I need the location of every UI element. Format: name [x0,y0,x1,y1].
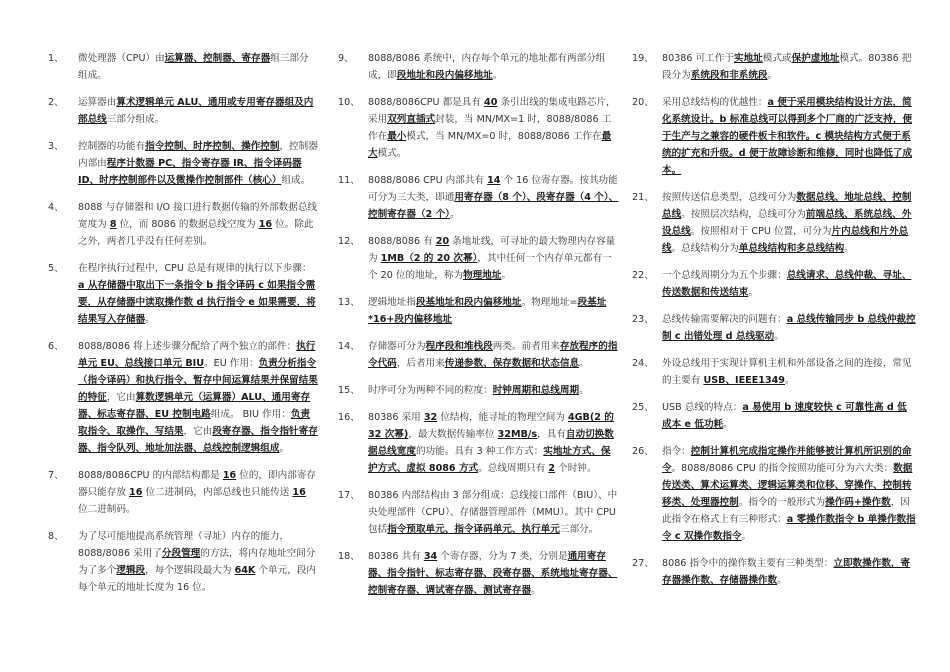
item-number: 2、 [48,97,64,108]
answer-text: 负责分析指令（指令译码）和执行指令、暂存中间运算结果并保留结果的特征 [78,358,318,403]
answer-text: 最大 [368,131,612,159]
answer-text: 物理地址 [463,270,502,281]
answer-text: 段寄存器、指令指针寄存器、指令队列、地址加法器、总线控制逻辑组成 [78,426,318,454]
list-item [338,94,620,162]
list-item [338,50,620,84]
list-item [338,409,620,477]
list-item [338,548,620,599]
answer-text: 前端总线、系统总线、外设总线 [662,209,912,237]
list-item [48,50,318,84]
item-number: 12、 [338,236,360,247]
list-item [338,338,620,372]
item-number: 10、 [338,97,360,108]
item-text: 。指令的一般形式为 [738,497,826,508]
answer-text: 段地址和段内偏移地址 [396,70,493,81]
item-text: 。 [767,70,778,81]
item-text: ，每个逻辑段最大为 [145,565,235,576]
list-item [632,50,916,84]
item-text: 模式，当 MN/MX=0 时，8088/8086 工作在 [406,131,602,142]
item-text: 外设总线用于实现计算机主机和外部设备之间的连接，常见的主要有 [662,358,912,386]
answer-text: 执行单元 EU、总线接口单元 BIU [78,341,316,369]
answer-text: 控制计算机完成指定操作并能够被计算机所识别的命令 [662,446,912,474]
item-number: 4、 [48,202,64,213]
item-number: 8、 [48,531,64,542]
list-item [48,199,318,250]
item-text: 位，而 8086 的数据总线空度为 [116,219,259,230]
item-number: 1、 [48,53,64,64]
answer-text: 片内总线和片外总线 [662,226,909,254]
item-text: 位的，即内部寄存器只能存放 [78,470,316,498]
item-text: 模式。 [377,148,407,159]
column-1 [48,50,318,606]
list-item [48,528,318,596]
list-item [632,399,916,433]
item-text: 。按照层次结构，总线可分为 [681,209,806,220]
item-text: 。 [748,287,758,298]
item-text: ，具有 [537,429,566,440]
item-text: 。 [501,270,512,281]
item-text: 。总线结构分为 [671,243,739,254]
answer-text: 32MB/s [497,429,538,440]
item-text: 位二进制码，内部总线也只能传送 [142,487,293,498]
item-number: 18、 [338,551,360,562]
item-number: 13、 [338,297,360,308]
answer-text: USB、IEEE1349 [703,375,785,386]
item-text: 。 [531,585,541,596]
answer-text: 16 [292,487,306,498]
list-item [48,467,318,518]
item-text: 三部分。 [559,524,599,535]
answer-text: a 易使用 b 速度较快 c 可靠性高 d 低成本 e 低功耗 [662,402,907,430]
item-text: 。 [449,209,460,220]
answer-text: 总线请求、总线仲裁、寻址、传送数据和传送结束 [662,270,912,298]
column-3 [632,50,916,599]
answer-text: 双列直插式 [387,114,436,125]
list-item [338,233,620,284]
item-text: 条引出线的集成电路芯片，采用 [368,97,616,125]
item-text: 80386 可工作于 [662,53,734,64]
answer-text: 分段管理 [161,548,201,559]
item-text: 。 [784,375,795,386]
answer-text: 指令预取单元、指令译码单元、执行单元 [387,524,560,535]
list-item [632,94,916,179]
item-text: 。 [774,331,784,342]
item-number: 22、 [632,270,654,281]
item-text: 两类。前者用来 [492,341,560,352]
item-text: 。 [723,419,733,430]
list-item [632,355,916,389]
item-text: 条地址线，可寻址的最大物理内存容量为 [368,236,616,264]
item-text: 一个总线周期分为五个步骤： [662,270,787,281]
item-text: 8088/8086 系统中，内存每个单元的地址都有两部分组成，即 [368,53,606,81]
item-text: 。 [145,314,155,325]
answer-text: a 总线传输同步 b 总线仲裁控制 c 出错处理 d 总线驱动 [662,314,916,342]
answer-text: 系统段和非系统段 [690,70,768,81]
answer-text: 用寄存器（8 个）、段寄存器（4 个）、控制寄存器（2 个） [368,192,619,220]
item-number: 14、 [338,341,360,352]
list-item [632,555,916,589]
answer-text: 通用寄存器、指令指针、标志寄存器、段寄存器、系统地址寄存器、控制寄存器、调试寄存器、测试寄存器 [368,551,618,596]
answer-text: 段基址*16+段内偏移地址 [368,297,607,325]
answer-text: 指令控制、时序控制、操作控制 [145,141,280,152]
item-text: 8088/8086 有 [368,236,436,247]
answer-text: 实地址方式、保护方式、虚拟 8086 方式 [368,446,611,474]
item-text: 时序可分为两种不同的粒度： [368,385,493,396]
item-text: 微处理器（CPU）由 [78,53,165,64]
item-number: 23、 [632,314,654,325]
item-text: 组三部分组成。 [78,53,309,81]
item-text: 控制器的功能有 [78,141,146,152]
answer-text: 2 [548,463,556,474]
answer-text: 32 [423,412,438,423]
answer-text: 时钟周期和总线周期 [492,385,580,396]
list-item [48,138,318,189]
item-text: 8088/8086CPU 的内部结构都是 [78,470,223,481]
list-item [48,338,318,457]
item-number: 9、 [338,53,354,64]
item-text: 位二进制码。 [78,504,136,515]
answer-text: 34 [423,551,438,562]
item-text: 。 [777,575,787,586]
item-text: 80386 采用 [368,412,424,423]
answer-text: 算数逻辑单元（运算器）ALU、通用寄存器、标志寄存器、EU 控制电路 [78,392,311,420]
item-text: 。总线周期只有 [478,463,549,474]
answer-text: 16 [222,470,237,481]
answer-text: 16 [258,219,273,230]
item-text: 80386 共有 [368,551,424,562]
item-text: 位。除此之外，两者几乎没有任何差别。 [78,219,314,247]
item-number: 25、 [632,402,654,413]
item-text: 逻辑地址指 [368,297,416,308]
answer-text: 立即数操作数，寄存器操作数、存储器操作数 [662,558,911,586]
answer-text: 负责取指令、取操作、写结果 [78,409,311,437]
item-text: 封装，当 MN/MX=1 时，8088/8086 工作在 [368,114,612,142]
answer-text: 段基地址和段内偏移地址 [415,297,522,308]
item-text: 。8088/8086 CPU 的指令按照功能可分为六大类： [671,463,894,474]
answer-text: 算术逻辑单元 ALU、通用或专用寄存器组及内部总线 [78,97,314,125]
item-text: 组成。 BIU 作用： [210,409,291,420]
item-text: 总线传输需要解决的问题有： [662,314,787,325]
item-text: 模式。80386 把段分为 [662,53,912,81]
answer-text: 1MB（2 的 20 次幂） [380,253,478,264]
item-text: 8088 与存储器和 I/O 接口进行数据传输的外部数据总线宽度为 [78,202,318,230]
item-number: 16、 [338,412,360,423]
list-item [338,487,620,538]
item-text: 运算器由 [78,97,117,108]
item-text: 。EU 作用： [204,358,259,369]
item-number: 24、 [632,358,654,369]
item-text: 8086 指令中的操作数主要有三种类型： [662,558,834,569]
answer-text: 14 [487,175,501,186]
item-text: ，其中任何一个内存单元都有一个 20 位的地址，称为 [368,253,612,281]
answer-text: 自动切换数据总线宽度 [368,429,614,457]
list-item [338,294,620,328]
item-text: 。 [741,531,752,542]
list-item [632,311,916,345]
item-text: 三部分组成。 [106,114,165,125]
item-text: 个时钟。 [555,463,597,474]
answer-text: 运算器、控制器、寄存器 [164,53,271,64]
item-number: 19、 [632,53,654,64]
item-text: 。 [579,385,589,396]
item-text: ，它由 [183,426,213,437]
answer-text: 20 [435,236,450,247]
answer-text: 最小 [387,131,407,142]
item-text: ，因此指令在格式上有三种形式： [662,497,910,525]
item-number: 20、 [632,97,654,108]
item-number: 17、 [338,490,360,501]
item-text: 80386 内部结构由 3 部分组成：总线接口部件（BIU）、中央处理部件（CPU）、存储器管理部件（MMU）。其中 CPU 包括 [368,490,618,535]
item-text: ，它由 [106,392,136,403]
item-text: 指令： [662,446,691,457]
list-item [48,260,318,328]
answer-text: 程序段和堆栈段 [425,341,493,352]
item-number: 26、 [632,446,654,457]
answer-text: 传递参数、保存数据和状态信息 [444,358,580,369]
item-number: 15、 [338,385,360,396]
item-text: 的方法，将内存地址空间分为了多个 [78,548,316,576]
answer-text: a 从存储器中取出下一条指令 b 指令译码 c 如果指令需要，从存储器中读取操作数 d 执行指令 e 如果需要，将结果写入存储器 [78,280,316,325]
item-number: 6、 [48,341,64,352]
answer-text: 16 [129,487,143,498]
item-text: 个寄存器，分为 7 类，分别是 [437,551,568,562]
answer-text: a 零操作数指令 b 单操作数指令 c 双操作数指令 [662,514,916,542]
item-text: 按照传送信息类型，总线可分为 [662,192,797,203]
answer-text: 64K [234,565,256,576]
list-item [632,189,916,257]
item-number: 5、 [48,263,64,274]
item-text: 。物理地址= [521,297,578,308]
answer-text: 40 [484,97,498,108]
item-number: 3、 [48,141,64,152]
item-text: 。按照相对于 CPU 位置，可分为 [690,226,832,237]
item-text: USB 总线的特点： [662,402,743,413]
item-number: 7、 [48,470,64,481]
item-text: ，后者用来 [396,358,445,369]
answer-text: 数据总线、地址总线、控制总线 [662,192,912,220]
answer-text: 4GB(2 的 32 次幂) [368,412,614,440]
answer-text: 程序计数器 PC、指令寄存器 IR、指令译码器 ID、时序控制部件以及微操作控制部件（核心） [78,158,302,186]
item-text: 存储器可分为 [368,341,426,352]
item-text: 为了尽可能地提高系统管理（寻址）内存的能力，8088/8086 采用了 [78,531,290,559]
item-text: 组成。 [281,175,311,186]
item-text: 在程序执行过程中，CPU 总是有规律的执行以下步骤： [78,263,312,274]
answer-text: 操作码+操作数 [825,497,891,508]
item-text: 8088/8086 CPU 内部共有 [368,175,488,186]
list-item [632,267,916,301]
item-text: 。 [579,358,589,369]
item-text: 8088/8086CPU 都是具有 [368,97,485,108]
item-text: 。 [492,70,503,81]
item-text: 个 16 位寄存器。按其功能可分为三大类，即通 [368,175,618,203]
answer-text: 数据传送类、算术运算类、逻辑运算类和位移、穿操作、控制转移类、处理器控制 [662,463,913,508]
item-text: 8088/8086 将上述步骤分配给了两个独立的部件： [78,341,297,352]
answer-text: 单总线结构和多总线结构 [738,243,845,254]
answer-text: 存放程序的指令代码 [368,341,618,369]
list-item [338,382,620,399]
item-text: 。 [844,243,854,254]
item-text: 采用总线结构的优越性： [662,97,768,108]
list-item [632,443,916,545]
item-text: 位结构，能寻址的物理空间为 [437,412,568,423]
list-item [338,172,620,223]
answer-text: 实地址 [733,53,763,64]
item-text: 个单元，段内每个单元的地址长度为 16 位。 [78,565,316,593]
item-text: ，最大数据传输率位 [408,429,498,440]
item-text: ，控制器内部由 [78,141,318,169]
answer-text: a 便于采用模块结构设计方法，简化系统设计。b 标准总线可以得到多个厂商的广泛支持，便于生产与之兼容的硬件板卡和软件。c 模块结构方式便于系统的扩充和升级。d 便于故障诊断和维修，同时也降低了成本。 [662,97,913,176]
item-number: 21、 [632,192,654,203]
column-2 [338,50,620,609]
item-text: 模式或 [762,53,792,64]
item-text: 的功能。具有 3 种工作方式： [415,446,544,457]
answer-text: 8 [109,219,117,230]
answer-text: 逻辑段 [116,565,146,576]
answer-text: 保护虚地址 [791,53,840,64]
item-number: 11、 [338,175,360,186]
item-number: 27、 [632,558,654,569]
list-item [48,94,318,128]
item-text: 。 [279,443,290,454]
